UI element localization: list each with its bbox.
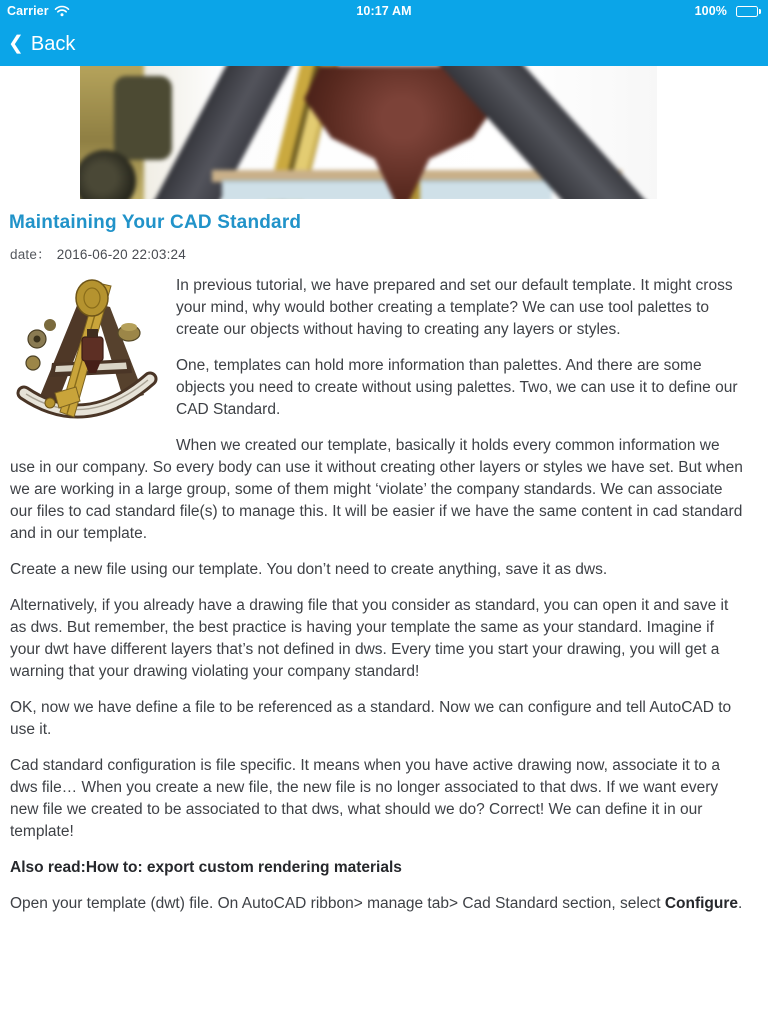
battery-percent-label: 100% (694, 4, 727, 18)
also-read-line (10, 857, 748, 879)
date-label: date： (10, 247, 51, 262)
back-button[interactable] (8, 33, 75, 56)
wifi-icon (54, 5, 70, 17)
also-read-link[interactable]: How to: export custom rendering materials (85, 859, 402, 876)
closing-paragraph (10, 893, 748, 915)
top-chrome (0, 0, 768, 66)
configure-keyword: Configure (664, 895, 738, 912)
paragraph: One, templates can hold more information than palettes. And there are some objects you need to create without using palettes. Two, we can use it to define our CAD Standard. (176, 357, 738, 418)
article-body (0, 263, 768, 989)
date-value: 2016-06-20 22:03:24 (56, 247, 186, 262)
article-hero-image (80, 66, 657, 199)
hero-image-art (80, 66, 657, 199)
paragraph: When we created our template, basically it holds every common information we use in our company. So every body can use it without creating other layers or styles we have set. But when we are working in a large group, some of them might ‘violate’ the company standards. We can associate our files to cad standard file(s) to manage this. It will be easier if we have the same content in cad standard and in our template. (10, 437, 743, 542)
paragraph: OK, now we have define a file to be referenced as a standard. Now we can configure and tell AutoCAD to use it. (10, 699, 732, 738)
article-dateline (10, 243, 748, 263)
navigation-bar (0, 22, 768, 66)
article-title: Maintaining Your CAD Standard (9, 212, 302, 233)
status-time: 10:17 AM (356, 4, 412, 18)
sextant-thumbnail-image (10, 277, 160, 425)
paragraph: Alternatively, if you already have a drawing file that you consider as standard, you can open it and save it as dws. But remember, the best practice is having your template the same as your standard. Imagine if your dwt have different layers that’s not defined in dws. Every time you start your drawing, you will get a warning that your drawing violating your company standard! (10, 597, 729, 680)
paragraph: Cad standard configuration is file specific. It means when you have active drawing now, associate it to a dws file… When you create a new file, the new file is no longer associated to that dws. If we want every new file we created to be associated to that dws, what should we do? Correct! We can define it in our template! (10, 757, 720, 840)
paragraph: In previous tutorial, we have prepared and set our default template. It might cross your mind, why would bother creating a template? We can use tool palettes to create our objects without having to creating any layers or styles. (176, 277, 733, 338)
closing-suffix: . (738, 895, 743, 912)
carrier-label: Carrier (7, 4, 49, 18)
paragraph: Create a new file using our template. You don’t need to create anything, save it as dws. (10, 561, 608, 578)
battery-icon (732, 6, 761, 17)
closing-text: Open your template (dwt) file. On AutoCAD ribbon> manage tab> Cad Standard section, select (10, 895, 665, 912)
back-chevron-icon: ❮ (8, 32, 24, 54)
back-button-label: Back (30, 32, 76, 55)
also-read-label: Also read: (10, 859, 86, 876)
status-bar (0, 0, 768, 22)
